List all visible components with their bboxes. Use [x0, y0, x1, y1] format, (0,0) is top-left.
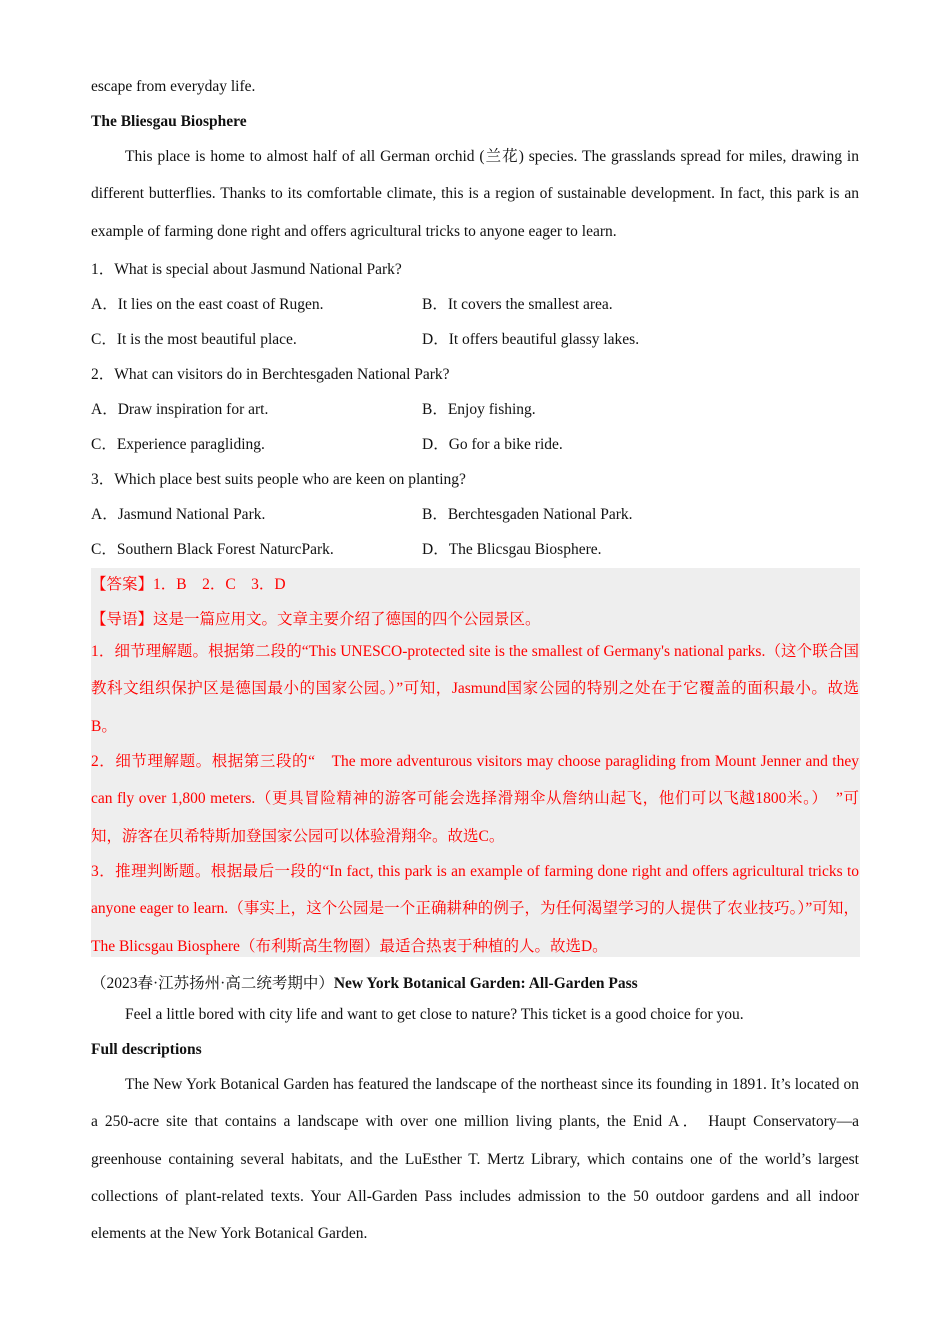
question-1-option-d: D．It offers beautiful glassy lakes. — [422, 331, 640, 348]
question-2-option-c: C．Experience paragliding. — [91, 436, 265, 453]
answer-explanation-3: 3．推理判断题。根据最后一段的“In fact, this park is an example of farming done right and offers agricultural tricks to anyone eager to learn.（事实上，这个公园是一个正确耕种的例子，为任何渴望学习的人提供了农业技巧。）”可知，The Blicsgau Biosphere（布利斯高生物圈）最适合热衷于种植的人。故选D。 — [91, 863, 859, 955]
nybg-source: （2023春·江苏扬州·高二统考期中） — [91, 975, 334, 992]
bliesgau-paragraph: This place is home to almost half of all German orchid (兰花) species. The grasslands spread for miles, drawing in different butterflies. Thanks to its comfortable climate, this is a region of sustainable development. In fact, this park is an example of farming done right and offers agricultural tricks to anyone eager to learn. — [91, 148, 859, 240]
bliesgau-heading: The Bliesgau Biosphere — [91, 113, 247, 130]
nybg-title-line — [91, 971, 638, 993]
nybg-intro: Feel a little bored with city life and want to get close to nature? This ticket is a good choice for you. — [125, 1006, 744, 1023]
question-3-option-a: A．Jasmund National Park. — [91, 506, 266, 523]
question-2-option-d: D．Go for a bike ride. — [422, 436, 563, 453]
answer-explanation-2: 2．细节理解题。根据第三段的“ The more adventurous visitors may choose paragliding from Mount Jenner and they can fly over 1,800 meters.（更具冒险精神的游客可能会选择滑翔伞从詹纳山起飞，他们可以飞越1800米。） ”可知，游客在贝希特斯加登国家公园可以体验滑翔伞。故选C。 — [91, 753, 859, 845]
question-1-option-c: C．It is the most beautiful place. — [91, 331, 297, 348]
question-2-option-b: B．Enjoy fishing. — [422, 401, 536, 418]
question-2-option-a: A．Draw inspiration for art. — [91, 401, 269, 418]
nybg-title: New York Botanical Garden: All-Garden Pass — [333, 975, 638, 992]
answer-key: 【答案】1．B 2．C 3．D — [91, 576, 286, 593]
full-descriptions-heading: Full descriptions — [91, 1041, 202, 1058]
question-1-option-b: B．It covers the smallest area. — [422, 296, 613, 313]
intro-tail-text: escape from everyday life. — [91, 78, 256, 95]
answer-explanation-1: 1．细节理解题。根据第二段的“This UNESCO-protected site is the smallest of Germany's national parks.（这个联合国教科文组织保护区是德国最小的国家公园。）”可知，Jasmund国家公园的特别之处在于它覆盖的面积最小。故选B。 — [91, 643, 859, 735]
question-1-option-a: A．It lies on the east coast of Rugen. — [91, 296, 324, 313]
nybg-description: The New York Botanical Garden has featured the landscape of the northeast since its founding in 1891. It’s located on a 250-acre site that contains a landscape with over one million living plants, the Enid A． Haupt Conservatory—a greenhouse containing several habitats, and the LuEsther T. Mertz Library, which contains one of the world’s largest collections of plant-related texts. Your All-Garden Pass includes admission to the 50 outdoor gardens and all indoor elements at the New York Botanical Garden. — [91, 1076, 859, 1243]
answer-guide: 【导语】这是一篇应用文。文章主要介绍了德国的四个公园景区。 — [91, 611, 541, 628]
question-3-stem: 3．Which place best suits people who are keen on planting? — [91, 471, 466, 488]
question-3-option-c: C．Southern Black Forest NaturcPark. — [91, 541, 334, 558]
question-1-stem: 1．What is special about Jasmund National Park? — [91, 261, 402, 278]
question-3-option-b: B．Berchtesgaden National Park. — [422, 506, 633, 523]
question-2-stem: 2．What can visitors do in Berchtesgaden National Park? — [91, 366, 450, 383]
question-3-option-d: D．The Blicsgau Biosphere. — [422, 541, 602, 558]
